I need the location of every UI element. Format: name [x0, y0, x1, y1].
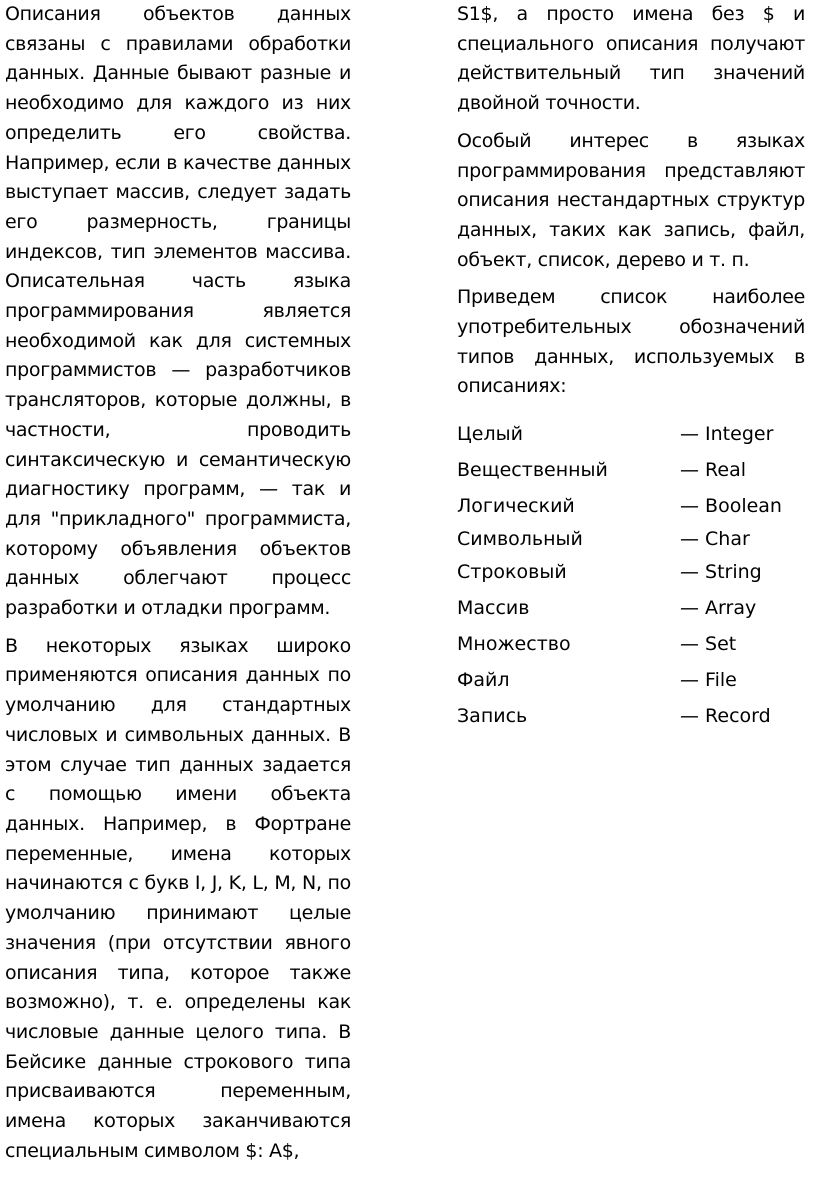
type-row-array [457, 590, 805, 626]
type-row-record [457, 698, 805, 734]
type-name-en: — Boolean [680, 495, 782, 518]
type-row-real [457, 452, 805, 488]
type-name-en: — Set [680, 633, 737, 656]
paragraph-data-descriptions: Описания объектов данных связаны с правилами обработки данных. Данные бывают разные и необходимо для каждого из них определить его свойства. Например, если в качестве данных выступает массив, следует задать его размерность, границы индексов, тип элементов массива. Описательная часть языка программирования является необходимой как для системных программистов — разработчиков трансляторов, которые должны, в частности, проводить синтаксическую и семантическую диагностику программ, — так и для "прикладного" программиста, которому объявления объектов данных облегчают процесс разработки и отладки программ. [5, 3, 351, 620]
right-column [457, 0, 805, 734]
type-name-ru: Целый [457, 423, 523, 446]
type-name-en: — File [680, 669, 737, 692]
left-column [5, 0, 351, 1166]
type-row-char [457, 524, 805, 554]
type-name-ru: Множество [457, 633, 571, 656]
type-row-set [457, 626, 805, 662]
type-name-ru: Логический [457, 495, 575, 518]
data-types-list [457, 416, 805, 734]
type-name-ru: Символьный [457, 528, 583, 551]
type-row-integer [457, 416, 805, 452]
type-row-boolean [457, 488, 805, 524]
type-name-en: — Char [680, 528, 750, 551]
type-name-ru: Файл [457, 669, 510, 692]
type-name-ru: Строковый [457, 561, 567, 584]
paragraph-basic-continuation: S1$, а просто имена без $ и специального описания получают действительный тип значений двойной точности. [457, 3, 805, 115]
paragraph-nonstandard-structures: Особый интерес в языках программирования представляют описания нестандартных структур данных, таких как запись, файл, объект, список, дерево и т. п. [457, 129, 805, 271]
type-name-ru: Вещественный [457, 459, 608, 482]
type-name-en: — Array [680, 597, 757, 620]
type-name-ru: Запись [457, 705, 528, 728]
type-name-en: — Real [680, 459, 746, 482]
type-name-en: — Integer [680, 423, 774, 446]
type-name-ru: Массив [457, 597, 530, 620]
paragraph-list-intro: Приведем список наиболее употребительных обозначений типов данных, используемых в описаниях: [457, 286, 805, 398]
paragraph-default-descriptions: В некоторых языках широко применяются описания данных по умолчанию для стандартных числовых и символьных данных. В этом случае тип данных задается с помощью имени объекта данных. Например, в Фортране переменные, имена которых начинаются с букв I, J, K, L, M, N, по умолчанию принимают целые значения (при отсутствии явного описания типа, которое также возможно), т. е. определены как числовые данные целого типа. В Бейсике данные строкового типа присваиваются переменным, имена которых заканчиваются специальным символом $: A$, [5, 634, 351, 1162]
type-row-file [457, 662, 805, 698]
type-name-en: — Record [680, 705, 771, 728]
type-row-string [457, 554, 805, 590]
type-name-en: — String [680, 561, 762, 584]
